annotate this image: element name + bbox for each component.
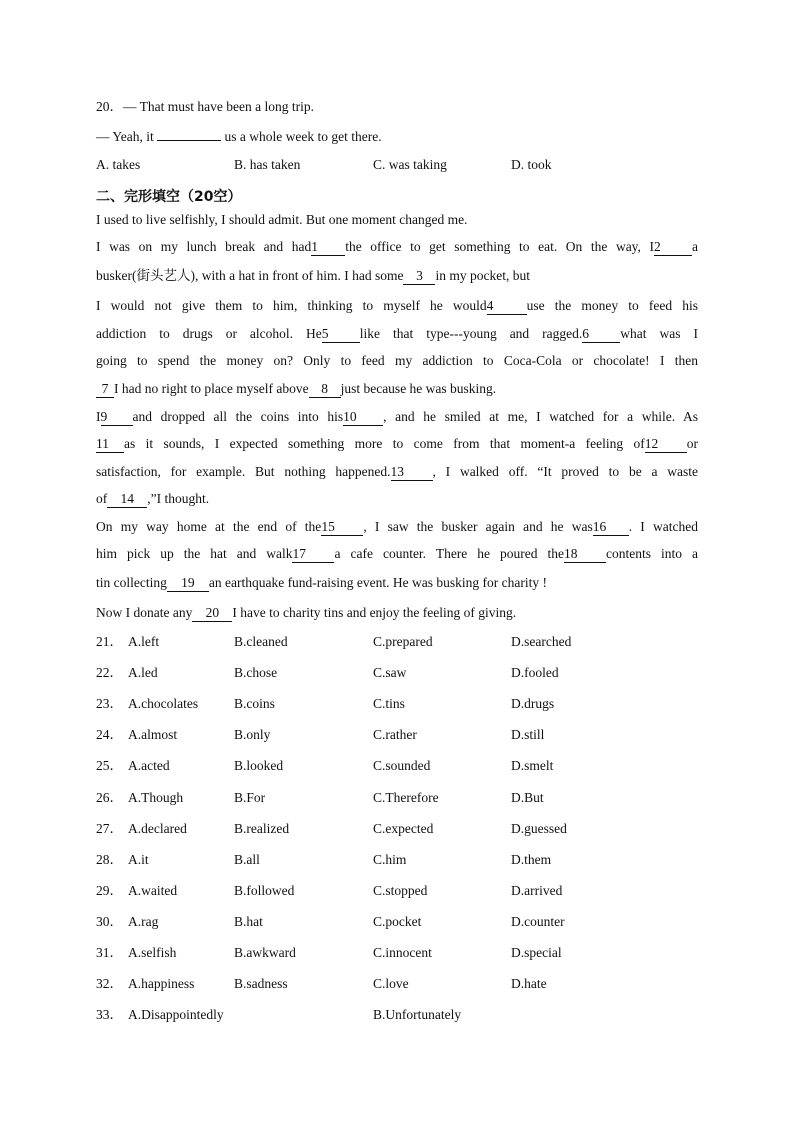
blank-1[interactable]: 1 — [311, 239, 345, 256]
passage-text: tin collecting — [96, 575, 167, 590]
blank-2[interactable]: 2 — [654, 239, 692, 256]
passage-text: I — [96, 409, 101, 424]
choice-option-a[interactable]: A.chocolates — [128, 696, 199, 712]
choice-option-d[interactable]: D.smelt — [511, 758, 554, 774]
choice-option-d[interactable]: D.guessed — [511, 820, 567, 836]
passage-line-7 — [96, 408, 698, 426]
passage-text: addiction to drugs or alcohol. He — [96, 326, 322, 341]
choice-number: 21． — [96, 634, 123, 649]
choice-option-b[interactable]: B.cleaned — [234, 634, 288, 649]
blank-16[interactable]: 16 — [593, 519, 629, 536]
choice-option-b[interactable]: B.awkward — [234, 945, 296, 960]
choice-option-a[interactable]: A.declared — [128, 820, 187, 836]
blank-9[interactable]: 9 — [101, 409, 133, 426]
passage-text: a — [692, 239, 698, 254]
passage-text: what was I — [620, 326, 698, 341]
blank-8[interactable]: 8 — [309, 381, 341, 398]
choice-option-a[interactable]: A.acted — [128, 758, 170, 774]
passage-line-2 — [96, 267, 698, 285]
choice-option-a[interactable]: A.almost — [128, 727, 178, 743]
passage-text: in my pocket, but — [435, 268, 530, 283]
passage-text: or — [686, 436, 698, 451]
choice-number: 23． — [96, 696, 123, 712]
choice-option-b[interactable]: B.looked — [234, 758, 284, 774]
choice-option-d[interactable]: D.them — [511, 851, 552, 867]
choice-number: 33． — [96, 1007, 123, 1022]
passage-line-3 — [96, 297, 698, 315]
passage-text: On my way home at the end of the — [96, 519, 322, 534]
blank-11[interactable]: 11 — [96, 436, 124, 453]
passage-line-4 — [96, 325, 698, 343]
passage-line-6 — [96, 380, 698, 398]
blank-20[interactable]: 20 — [192, 605, 232, 622]
passage-text: like that type---young and ragged. — [359, 326, 583, 341]
passage-line-9 — [96, 463, 698, 481]
choice-option-d[interactable]: D.counter — [511, 913, 565, 929]
choice-option-d[interactable]: D.arrived — [511, 882, 563, 898]
q20-option-d[interactable]: D. took — [511, 157, 552, 172]
choice-number: 32． — [96, 976, 123, 992]
choice-option-b[interactable]: B.Unfortunately — [373, 1007, 462, 1022]
choice-option-c[interactable]: C.stopped — [373, 882, 428, 898]
choice-option-b[interactable]: B.realized — [234, 820, 290, 836]
choice-number: 25． — [96, 758, 123, 774]
choice-option-b[interactable]: B.coins — [234, 696, 275, 712]
q20-response — [96, 128, 698, 146]
passage-text: just because he was busking. — [340, 381, 497, 396]
passage-text: an earthquake fund-raising event. He was busking for charity ! — [208, 575, 547, 590]
choice-number: 28． — [96, 851, 123, 867]
choice-option-d[interactable]: D.hate — [511, 976, 547, 992]
q20-response-pre: — Yeah, it — [96, 129, 158, 144]
q20-response-post: us a whole week to get there. — [221, 129, 382, 144]
passage-line-12 — [96, 545, 698, 563]
choice-option-a[interactable]: A.happiness — [128, 976, 195, 992]
blank-12[interactable]: 12 — [645, 436, 687, 453]
passage-text: and dropped all the coins into his — [132, 409, 344, 424]
choice-option-b[interactable]: B.all — [234, 851, 260, 867]
q20-prompt: 20．— That must have been a long trip. — [96, 99, 314, 114]
q20-option-b[interactable]: B. has taken — [234, 157, 301, 172]
passage-text: a cafe counter. There he poured the — [334, 546, 565, 561]
choice-option-c[interactable]: C.innocent — [373, 945, 432, 960]
choice-option-d[interactable]: D.still — [511, 727, 545, 743]
choice-option-b[interactable]: B.For — [234, 789, 266, 805]
passage-text: , I walked off. “It proved to be a waste — [432, 464, 698, 479]
choice-option-d[interactable]: D.fooled — [511, 665, 559, 681]
choice-option-b[interactable]: B.sadness — [234, 976, 288, 992]
passage-text: I had no right to place myself above — [114, 381, 309, 396]
choice-option-d[interactable]: D.searched — [511, 634, 572, 649]
passage-text: busker(街头艺人), with a hat in front of him. I had some — [96, 268, 404, 283]
choice-option-d[interactable]: D.special — [511, 945, 562, 960]
choice-option-a[interactable]: A.Disappointedly — [128, 1007, 224, 1022]
choice-option-a[interactable]: A.led — [128, 665, 158, 681]
q20-option-c[interactable]: C. was taking — [373, 157, 447, 172]
choice-option-a[interactable]: A.rag — [128, 913, 159, 929]
choice-number: 27． — [96, 820, 123, 836]
blank-18[interactable]: 18 — [564, 546, 606, 563]
passage-text: Now I donate any — [96, 605, 193, 620]
choice-number: 24． — [96, 727, 123, 743]
passage-line-13 — [96, 574, 698, 592]
blank-13[interactable]: 13 — [391, 464, 433, 481]
blank-10[interactable]: 10 — [343, 409, 383, 426]
choice-option-c[interactable]: C.love — [373, 976, 409, 992]
passage-text: . I watched — [628, 519, 698, 534]
passage-text: , I saw the busker again and he was — [363, 519, 593, 534]
blank-14[interactable]: 14 — [107, 491, 147, 508]
passage-line-1 — [96, 238, 698, 256]
choice-option-a[interactable]: A.it — [128, 851, 149, 867]
choice-option-b[interactable]: B.chose — [234, 665, 278, 681]
passage-text: ,”I thought. — [147, 491, 210, 506]
q20-option-a[interactable]: A. takes — [96, 157, 141, 172]
q20-blank[interactable] — [157, 140, 221, 141]
choice-number: 30． — [96, 913, 123, 929]
blank-19[interactable]: 19 — [167, 575, 209, 592]
blank-5[interactable]: 5 — [322, 326, 360, 343]
choice-option-c[interactable]: C.sounded — [373, 758, 431, 774]
passage-line-14 — [96, 604, 698, 622]
passage-text: him pick up the hat and walk — [96, 546, 293, 561]
choice-option-a[interactable]: A.selfish — [128, 945, 177, 960]
blank-17[interactable]: 17 — [292, 546, 334, 563]
choice-option-c[interactable]: C.pocket — [373, 913, 422, 929]
choice-option-c[interactable]: C.Therefore — [373, 789, 439, 805]
passage-text: contents into a — [606, 546, 699, 561]
passage-text: I would not give them to him, thinking to myself he would — [96, 298, 487, 313]
choice-number: 26． — [96, 789, 123, 805]
choice-option-c[interactable]: C.prepared — [373, 634, 433, 649]
blank-15[interactable]: 15 — [321, 519, 363, 536]
passage-line-11 — [96, 518, 698, 536]
choice-number: 29． — [96, 882, 123, 898]
choice-option-c[interactable]: C.rather — [373, 727, 417, 743]
choice-option-c[interactable]: C.tins — [373, 696, 405, 712]
passage-text: use the money to feed his — [526, 298, 698, 313]
passage-text: the office to get something to eat. On the way, I — [345, 239, 654, 254]
passage-text: of — [96, 491, 108, 506]
choice-option-c[interactable]: C.him — [373, 851, 407, 867]
choice-option-d[interactable]: D.drugs — [511, 696, 555, 712]
passage-line-10 — [96, 490, 698, 508]
choice-option-a[interactable]: A.Though — [128, 789, 184, 805]
choice-option-a[interactable]: A.left — [128, 634, 160, 649]
blank-7[interactable]: 7 — [96, 381, 114, 398]
choice-option-b[interactable]: B.hat — [234, 913, 263, 929]
passage-text: as it sounds, I expected something more to come from that moment-a feeling of — [124, 436, 645, 451]
section-heading: 二、完形填空（20空） — [96, 189, 242, 205]
passage-line-8 — [96, 435, 698, 453]
choice-option-b[interactable]: B.only — [234, 727, 271, 743]
passage-line-0: I used to live selfishly, I should admit. But one moment changed me. — [96, 212, 468, 227]
blank-4[interactable]: 4 — [487, 298, 527, 315]
passage-text: I was on my lunch break and had — [96, 239, 312, 254]
choice-option-c[interactable]: C.expected — [373, 820, 434, 836]
passage-text: I have to charity tins and enjoy the feeling of giving. — [232, 605, 517, 620]
choice-option-d[interactable]: D.But — [511, 789, 544, 805]
passage-text: satisfaction, for example. But nothing happened. — [96, 464, 391, 479]
blank-3[interactable]: 3 — [403, 268, 435, 285]
passage-line-5: going to spend the money on? Only to feed my addiction to Coca-Cola or chocolate! I then — [96, 353, 698, 368]
choice-number: 22． — [96, 665, 123, 681]
blank-6[interactable]: 6 — [582, 326, 620, 343]
choice-option-b[interactable]: B.followed — [234, 882, 295, 898]
choice-option-a[interactable]: A.waited — [128, 882, 178, 898]
passage-text: , and he smiled at me, I watched for a while. As — [383, 409, 698, 424]
choice-option-c[interactable]: C.saw — [373, 665, 407, 681]
choice-number: 31． — [96, 945, 123, 960]
